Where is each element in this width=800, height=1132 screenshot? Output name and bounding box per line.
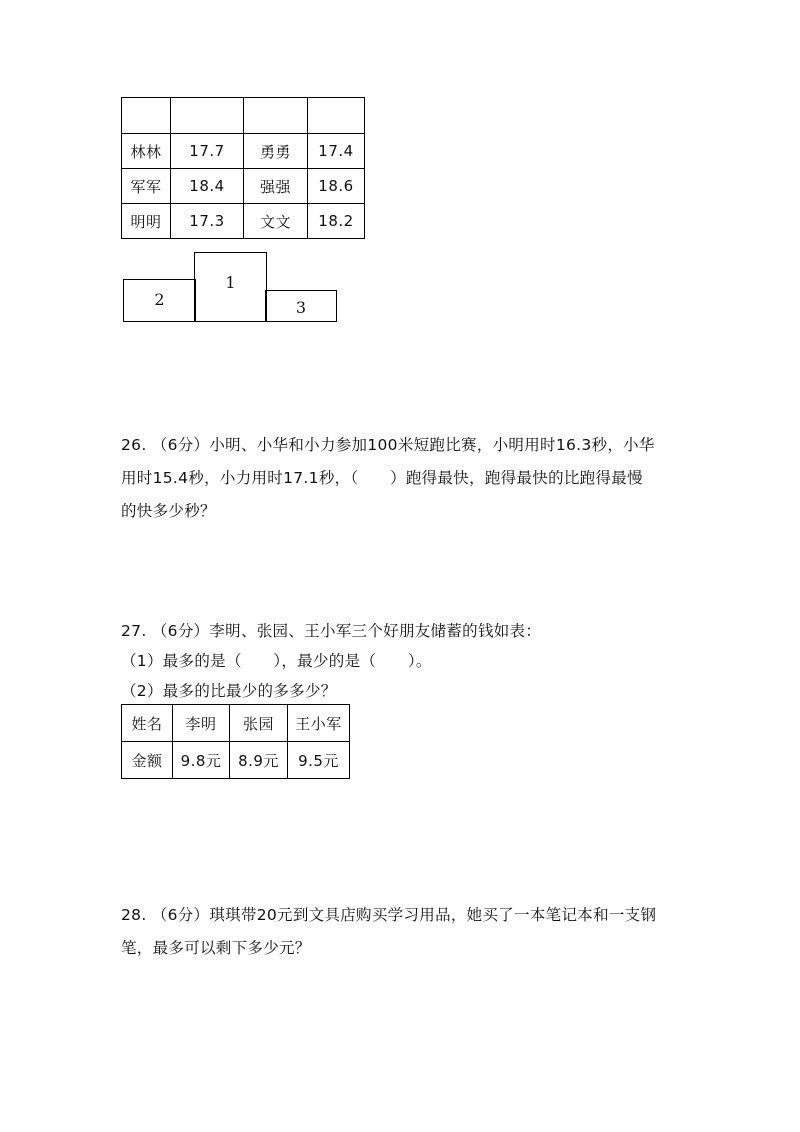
header-cell: 李明	[173, 705, 230, 742]
podium-label: 1	[225, 273, 236, 292]
table-row	[122, 742, 350, 779]
score-cell: 18.4	[171, 169, 244, 204]
score-cell: 18.6	[308, 169, 365, 204]
score-cell: 17.7	[171, 134, 244, 169]
question-26-line: 用时15.4秒，小力用时17.1秒，（ ）跑得最快，跑得最快的比跑得最慢	[121, 469, 643, 487]
header-cell	[122, 98, 171, 134]
question-26-line: 26. （6分）小明、小华和小力参加100米短跑比赛，小明用时16.3秒，小华	[121, 436, 655, 454]
question-26-line: 的快多少秒？	[121, 502, 216, 520]
header-cell: 王小军	[288, 705, 350, 742]
name-cell: 军军	[122, 169, 171, 204]
question-28-line: 笔，最多可以剩下多少元？	[121, 939, 311, 957]
table-row	[122, 204, 365, 239]
name-cell: 林林	[122, 134, 171, 169]
name-cell: 明明	[122, 204, 171, 239]
name-cell: 强强	[244, 169, 308, 204]
header-cell	[308, 98, 365, 134]
amount-cell: 8.9元	[230, 742, 288, 779]
podium-second-place	[123, 279, 196, 322]
score-cell: 17.3	[171, 204, 244, 239]
table-row	[122, 169, 365, 204]
header-cell	[244, 98, 308, 134]
podium-third-place	[265, 290, 337, 322]
question-27-part-2: （2）最多的比最少的多多少？	[121, 682, 337, 700]
score-cell: 17.4	[308, 134, 365, 169]
name-cell: 文文	[244, 204, 308, 239]
question-27-part-1: （1）最多的是（ ），最少的是（ ）。	[121, 652, 432, 670]
savings-table	[121, 704, 350, 779]
podium-label: 3	[295, 298, 307, 317]
podium-first-place	[194, 252, 267, 322]
header-cell	[171, 98, 244, 134]
header-cell: 姓名	[122, 705, 173, 742]
question-27-stem: 27. （6分）李明、张园、王小军三个好朋友储蓄的钱如表：	[121, 622, 542, 640]
table-row	[122, 705, 350, 742]
table-row	[122, 98, 365, 134]
header-cell: 张园	[230, 705, 288, 742]
name-cell: 勇勇	[244, 134, 308, 169]
score-cell: 18.2	[308, 204, 365, 239]
question-28-line: 28. （6分）琪琪带20元到文具店购买学习用品，她买了一本笔记本和一支钢	[121, 906, 657, 924]
score-table	[121, 97, 365, 239]
podium-label: 2	[154, 290, 165, 309]
row-label-cell: 金额	[122, 742, 173, 779]
table-row	[122, 134, 365, 169]
amount-cell: 9.8元	[173, 742, 230, 779]
amount-cell: 9.5元	[288, 742, 350, 779]
